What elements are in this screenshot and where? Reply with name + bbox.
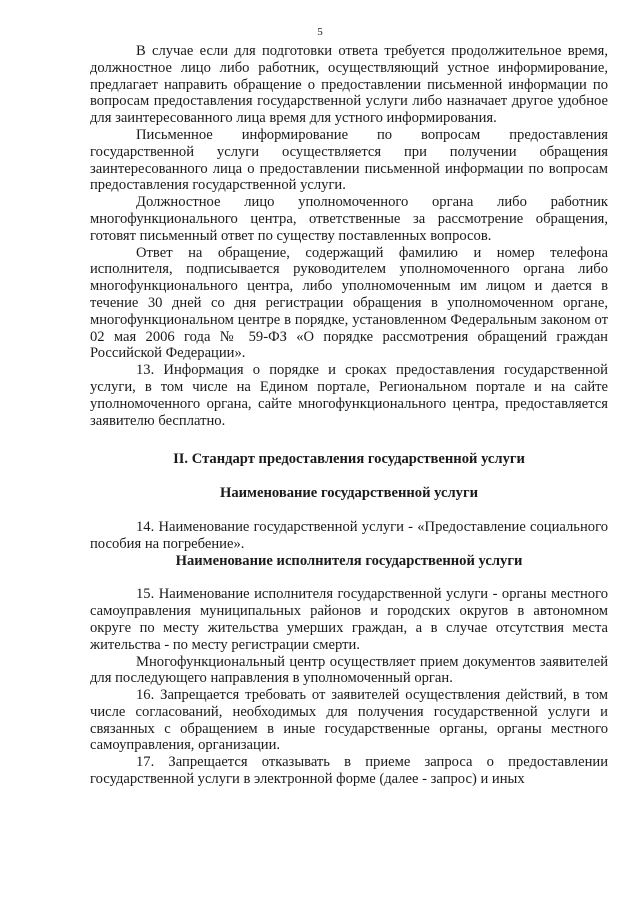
paragraph-responsible-official: Должностное лицо уполномоченного органа либо работник многофункционального центра, ответственные за рассмотрение обращения, готовят письменный ответ по существу поставленных вопросов.	[90, 194, 608, 244]
document-body	[90, 43, 608, 788]
paragraph-15: 15. Наименование исполнителя государственной услуги - органы местного самоуправления муниципальных районов и городских округов в автономном округе по месту жительства умерших граждан, а в случае отсутствия места жительства - по месту регистрации смерти.	[90, 586, 608, 653]
paragraph-17: 17. Запрещается отказывать в приеме запроса о предоставлении государственной услуги в электронной форме (далее - запрос) и иных	[90, 754, 608, 788]
paragraph-response-signing: Ответ на обращение, содержащий фамилию и номер телефона исполнителя, подписывается руководителем уполномоченного органа либо многофункционального центра, либо уполномоченным им лицом и дается в течение 30 дней со дня регистрации обращения в уполномоченном органе, многофункциональном центре в порядке, установленном Федеральным законом от 02 мая 2006 года № 59-ФЗ «О порядке рассмотрения обращений граждан Российской Федерации».	[90, 244, 608, 362]
paragraph-mfc-acceptance: Многофункциональный центр осуществляет прием документов заявителей для последующего направления в уполномоченный орган.	[90, 653, 608, 687]
section-heading-standard: II. Стандарт предоставления государственной услуги	[173, 451, 525, 468]
paragraph-14: 14. Наименование государственной услуги - «Предоставление социального пособия на погребение».	[90, 518, 608, 552]
subheading-service-name: Наименование государственной услуги	[220, 485, 478, 502]
paragraph-13: 13. Информация о порядке и сроках предоставления государственной услуги, в том числе на Едином портале, Региональном портале и на сайте уполномоченного органа, сайте многофункционального центра, предоставляется заявителю бесплатно.	[90, 362, 608, 429]
paragraph-written-info: Письменное информирование по вопросам предоставления государственной услуги осуществляется при получении обращения заинтересованного лица о предоставлении письменной информации по вопросам предоставления государственной услуги.	[90, 126, 608, 194]
paragraph-oral-info-timing: В случае если для подготовки ответа требуется продолжительное время, должностное лицо либо работник, осуществляющий устное информирование, предлагает направить обращение о предоставлении письменной информации по вопросам предоставления государственной услуги либо назначает другое удобное для заинтересованного лица время для устного информирования.	[90, 43, 608, 127]
subheading-service-executor: Наименование исполнителя государственной услуги	[175, 552, 523, 569]
page-number: 5	[317, 26, 323, 38]
paragraph-16: 16. Запрещается требовать от заявителей осуществления действий, в том числе согласований, необходимых для получения государственной услуги и связанных с обращением в иные государственные органы, органы местного самоуправления, организации.	[90, 687, 608, 754]
